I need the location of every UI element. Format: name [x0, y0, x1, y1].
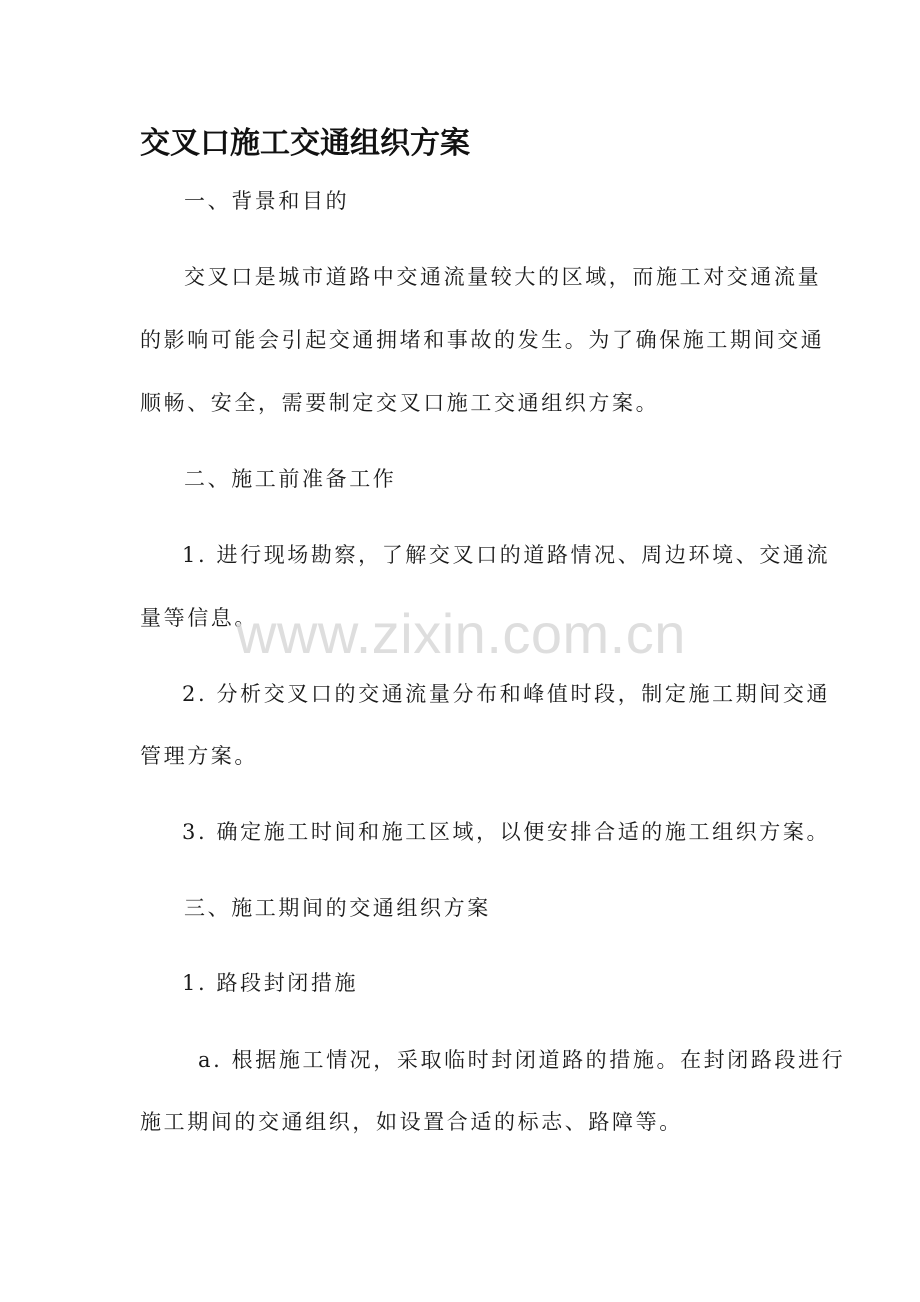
list-item-line: a. 根据施工情况，采取临时封闭道路的措施。在封闭路段进行	[198, 1048, 846, 1072]
paragraph-line: 顺畅、安全，需要制定交叉口施工交通组织方案。	[140, 391, 660, 415]
list-item-line: 量等信息。	[140, 606, 258, 630]
paragraph-line: 交叉口是城市道路中交通流量较大的区域，而施工对交通流量	[184, 265, 822, 289]
section-heading-2: 二、施工前准备工作	[184, 467, 397, 491]
list-item-line: 3. 确定施工时间和施工区域，以便安排合适的施工组织方案。	[182, 820, 831, 844]
list-item-line: 施工期间的交通组织，如设置合适的标志、路障等。	[140, 1110, 683, 1134]
watermark: www.zixin.com.cn	[236, 602, 686, 665]
list-item-line: 管理方案。	[140, 744, 258, 768]
subsection-heading: 1. 路段封闭措施	[182, 971, 359, 995]
document-title: 交叉口施工交通组织方案	[140, 126, 470, 161]
section-heading-1: 一、背景和目的	[184, 189, 350, 213]
list-item-line: 2. 分析交叉口的交通流量分布和峰值时段，制定施工期间交通	[182, 682, 831, 706]
list-item-line: 1. 进行现场勘察，了解交叉口的道路情况、周边环境、交通流	[182, 543, 831, 567]
paragraph-line: 的影响可能会引起交通拥堵和事故的发生。为了确保施工期间交通	[140, 328, 825, 352]
section-heading-3: 三、施工期间的交通组织方案	[184, 896, 491, 920]
